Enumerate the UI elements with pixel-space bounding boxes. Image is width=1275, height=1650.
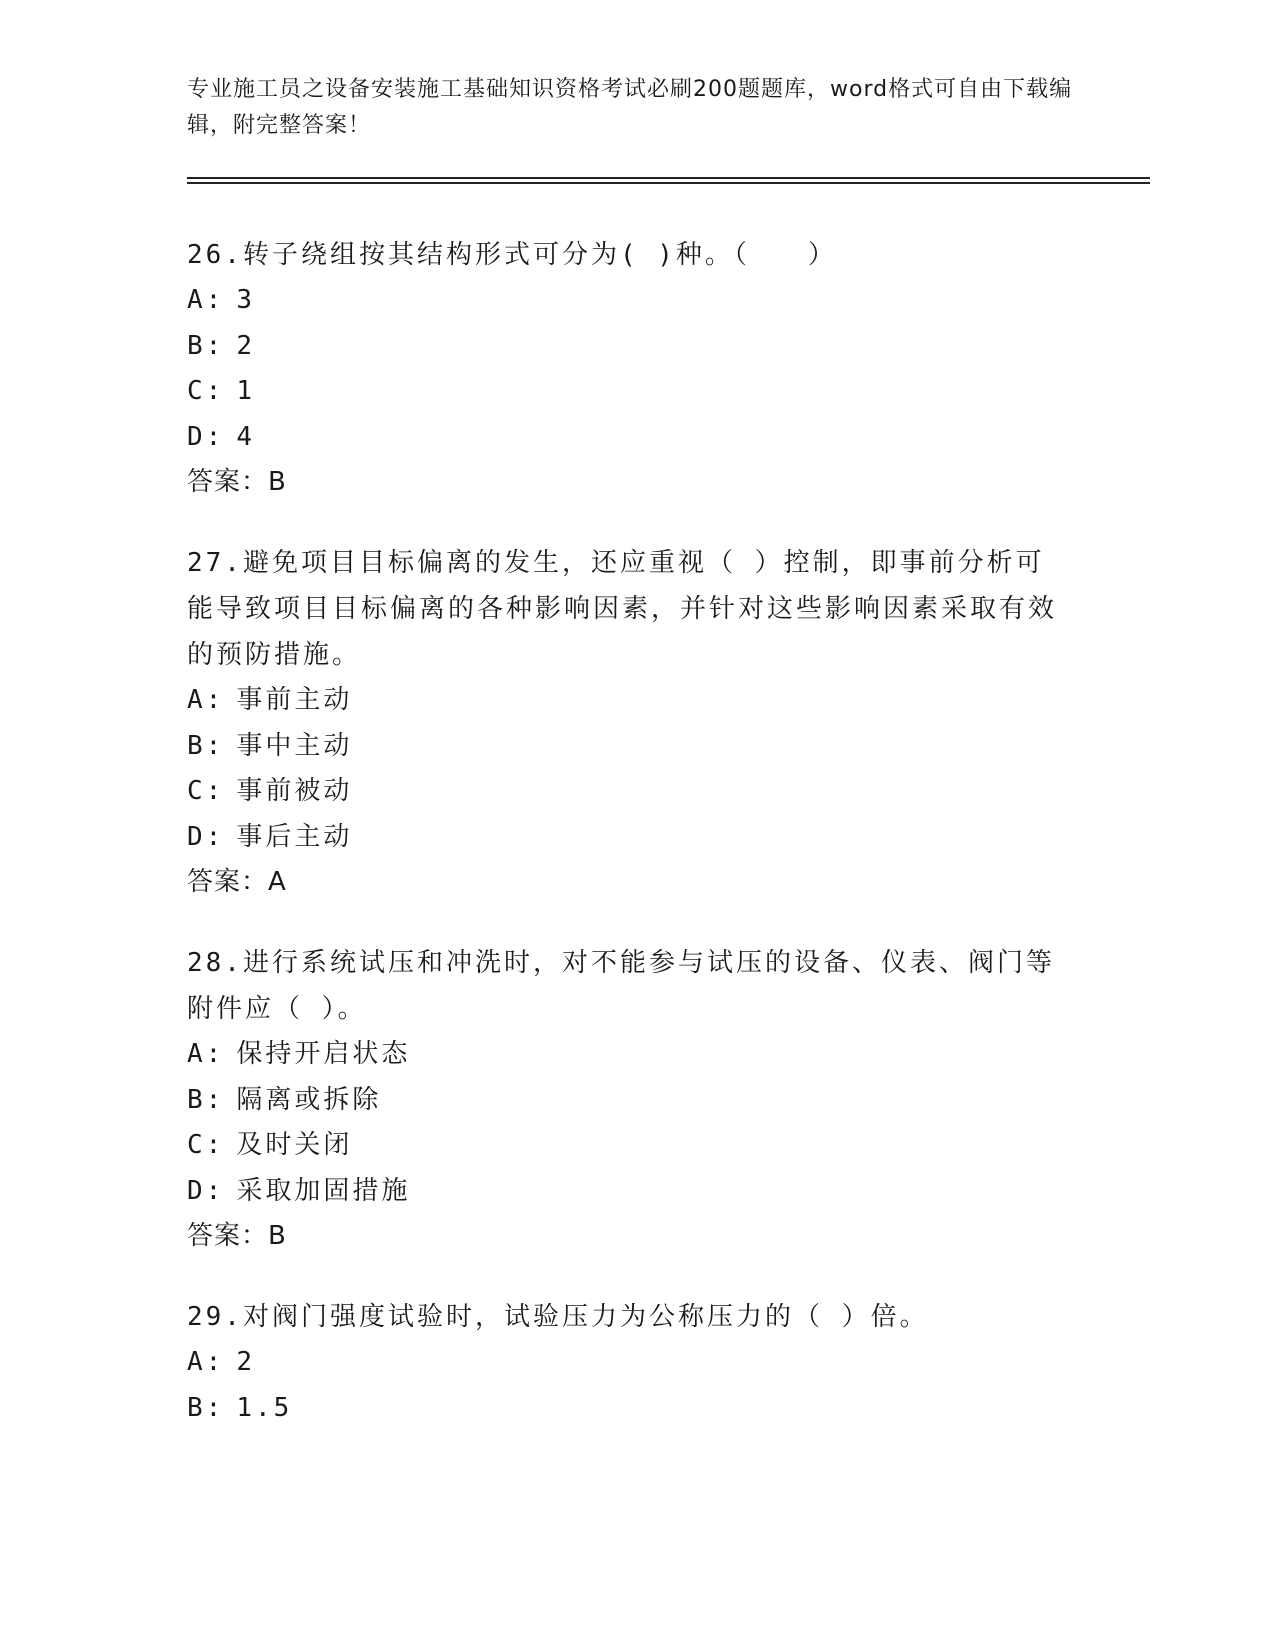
- question-28: [187, 940, 1067, 1258]
- option-a: [187, 278, 1067, 324]
- option-key: C:: [187, 776, 225, 806]
- option-value: 隔离或拆除: [236, 1084, 382, 1115]
- option-b: [187, 324, 1067, 370]
- option-value: 1.5: [236, 1392, 293, 1423]
- answer-line: 答案：B: [187, 1221, 287, 1251]
- option-d: [187, 415, 1067, 461]
- option-value: 及时关闭: [236, 1130, 353, 1160]
- option-c: [187, 1123, 1067, 1169]
- document-header: 专业施工员之设备安装施工基础知识资格考试必刷200题题库，word格式可自由下载编辑，附完整答案！: [187, 77, 1073, 138]
- option-key: C:: [187, 376, 225, 406]
- option-value: 1: [236, 376, 255, 406]
- question-26: [187, 232, 1067, 504]
- answer-line: 答案：A: [187, 867, 287, 897]
- option-key: D:: [187, 421, 225, 452]
- option-key: B:: [187, 330, 225, 361]
- option-value: 2: [236, 330, 255, 361]
- option-d: [187, 815, 1067, 861]
- option-a: [187, 678, 1067, 724]
- question-text: 28.进行系统试压和冲洗时，对不能参与试压的设备、仪表、阀门等附件应（ ）。: [187, 948, 1055, 1024]
- option-value: 2: [236, 1347, 255, 1377]
- option-value: 4: [236, 421, 255, 452]
- option-b: [187, 1078, 1067, 1124]
- option-value: 事前主动: [236, 685, 353, 715]
- option-value: 保持开启状态: [236, 1039, 411, 1069]
- option-key: D:: [187, 1175, 225, 1206]
- option-key: B:: [187, 1392, 225, 1423]
- option-value: 事前被动: [236, 776, 353, 806]
- option-value: 事中主动: [236, 730, 353, 761]
- option-d: [187, 1169, 1067, 1215]
- option-b: [187, 1386, 1067, 1432]
- question-text: 26.转子绕组按其结构形式可分为( )种。（ ）: [187, 240, 837, 270]
- question-list: [187, 232, 1067, 1467]
- header-divider-top: [187, 177, 1150, 179]
- option-key: B:: [187, 730, 225, 761]
- option-b: [187, 724, 1067, 770]
- option-value: 事后主动: [236, 821, 353, 852]
- option-key: A:: [187, 285, 225, 315]
- question-29: [187, 1294, 1067, 1431]
- question-27: [187, 540, 1067, 904]
- question-text: 29.对阀门强度试验时，试验压力为公称压力的（ ）倍。: [187, 1302, 929, 1332]
- option-key: D:: [187, 821, 225, 852]
- option-a: [187, 1340, 1067, 1386]
- option-key: C:: [187, 1130, 225, 1160]
- option-key: A:: [187, 1039, 225, 1069]
- question-text: 27.避免项目目标偏离的发生，还应重视（ ）控制，即事前分析可能导致项目目标偏离的各种影响因素，并针对这些影响因素采取有效的预防措施。: [187, 548, 1058, 670]
- header-divider-bottom: [187, 182, 1150, 184]
- option-key: B:: [187, 1084, 225, 1115]
- answer-line: 答案：B: [187, 467, 287, 497]
- option-c: [187, 769, 1067, 815]
- option-value: 采取加固措施: [236, 1175, 411, 1206]
- option-c: [187, 369, 1067, 415]
- option-key: A:: [187, 685, 225, 715]
- option-key: A:: [187, 1347, 225, 1377]
- option-a: [187, 1032, 1067, 1078]
- option-value: 3: [236, 285, 255, 315]
